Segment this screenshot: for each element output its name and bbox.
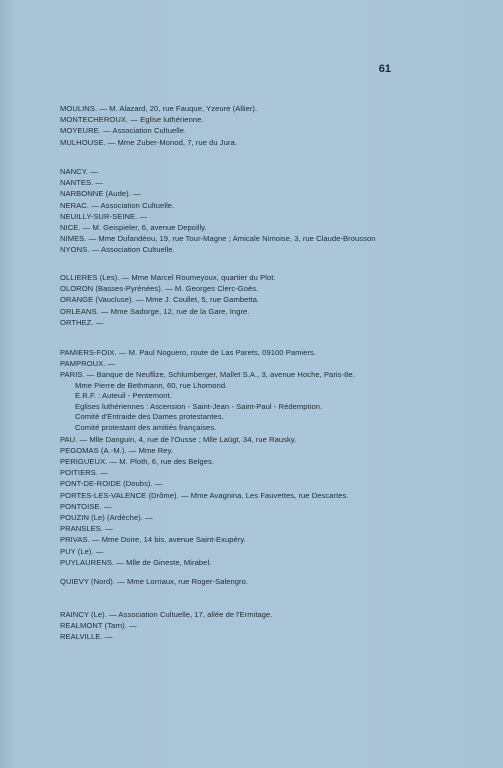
directory-entry: PORTES-LES-VALENCE (Drôme). — Mme Avagnina, Les Fauvettes, rue Descartes.	[60, 490, 349, 500]
directory-entry: NERAC. — Association Cultuelle.	[60, 200, 175, 210]
section-r	[60, 609, 480, 643]
directory-subline: Comité d'Entraide des Dames protestantes.	[75, 412, 224, 422]
directory-entry: PEGOMAS (A.-M.). — Mme Rey.	[60, 445, 174, 455]
directory-entry: NYONS. — Association Cultuelle.	[60, 245, 175, 255]
directory-entry: PRIVAS. — Mme Doire, 14 bis, avenue Saint-Exupéry.	[60, 535, 246, 545]
directory-entry: ORTHEZ. —	[60, 317, 104, 327]
directory-entry: PUY (Le). —	[60, 546, 104, 556]
directory-entry: PARIS. — Banque de Neuflize, Schlumberger, Mallet S.A., 3, avenue Hoche, Paris-8e.	[60, 370, 355, 380]
directory-subline: E.R.F. : Auteuil - Pentemont.	[75, 391, 172, 401]
directory-entry: RAINCY (Le). — Association Cultuelle, 17, allée de l'Ermitage.	[60, 610, 273, 619]
section-p	[60, 347, 480, 568]
directory-subline: Comité protestant des amitiés françaises.	[75, 422, 217, 432]
directory-entry: MOYEURE. — Association Cultuelle.	[60, 126, 187, 136]
directory-entry: NIMES. — Mme Dufandèou, 19, rue Tour-Magne ; Amicale Nimoise, 3, rue Claude-Brousson	[60, 234, 376, 244]
directory-entry: NICE. — M. Geispieler, 6, avenue Depoilly.	[60, 223, 207, 233]
directory-entry: OLORON (Basses-Pyrénées). — M. Georges Clerc-Goës.	[60, 284, 259, 294]
directory-entry: OLLIERES (Les). — Mme Marcel Roumeyoux, quartier du Plot.	[60, 273, 276, 282]
directory-entry: ORANGE (Vaucluse). — Mme J. Coullet, 5, rue Gambetta.	[60, 295, 260, 305]
directory-entry: PAMPROUX. —	[60, 359, 116, 369]
directory-entry: ORLEANS. — Mme Sadorge, 12, rue de la Gare, Ingre.	[60, 306, 250, 316]
directory-entry: REALMONT (Tarn). —	[60, 621, 137, 631]
directory-entry: PERIGUEUX. — M. Ploth, 6, rue des Belges.	[60, 456, 214, 466]
directory-subline: Eglises luthériennes : Ascension - Saint-Jean - Saint-Paul - Rédemption.	[75, 401, 323, 411]
directory-entry: PAMIERS-FOIX. — M. Paul Noguero, route de Las Parets, 09100 Pamiers.	[60, 348, 317, 357]
directory-entry: NANCY. —	[60, 167, 98, 176]
directory-entry: MULHOUSE. — Mme Zuber-Monod, 7, rue du Jura.	[60, 137, 237, 147]
directory-entry: POITIERS. —	[60, 468, 108, 478]
section-m	[60, 103, 480, 148]
directory-entry: PONTOISE. —	[60, 501, 112, 511]
section-o	[60, 272, 480, 328]
directory-entry: PUYLAURENS. — Mlle de Gineste, Mirabel.	[60, 557, 212, 567]
directory-entry: POUZIN (Le) (Ardèche). —	[60, 513, 153, 522]
directory-entry: QUIEVY (Nord). — Mme Lorriaux, rue Roger-Salengro.	[60, 577, 249, 586]
directory-entry: NANTES. —	[60, 178, 104, 188]
directory-entry: NEUILLY-SUR-SEINE. —	[60, 211, 148, 221]
directory-entry: PONT-DE-ROIDE (Doubs). —	[60, 479, 163, 489]
page-number: 61	[378, 63, 391, 75]
directory-entry: MONTECHEROUX. — Eglise luthérienne.	[60, 115, 204, 125]
directory-entry: MOULINS. — M. Alazard, 20, rue Fauque, Yzeure (Allier).	[60, 104, 258, 113]
directory-entry: REALVILLE. —	[60, 632, 113, 642]
section-q	[60, 576, 480, 587]
directory-subline: Mme Pierre de Bethmann, 60, rue Lhomond.	[75, 380, 228, 390]
section-n	[60, 166, 480, 256]
directory-entry: PAU. — Mlle Danguin, 4, rue de l'Ousse ; Mlle Laügt, 34, rue Rausky.	[60, 434, 297, 444]
directory-entry: NARBONNE (Aude). —	[60, 189, 141, 199]
directory-entry: PRANSLES. —	[60, 524, 113, 534]
